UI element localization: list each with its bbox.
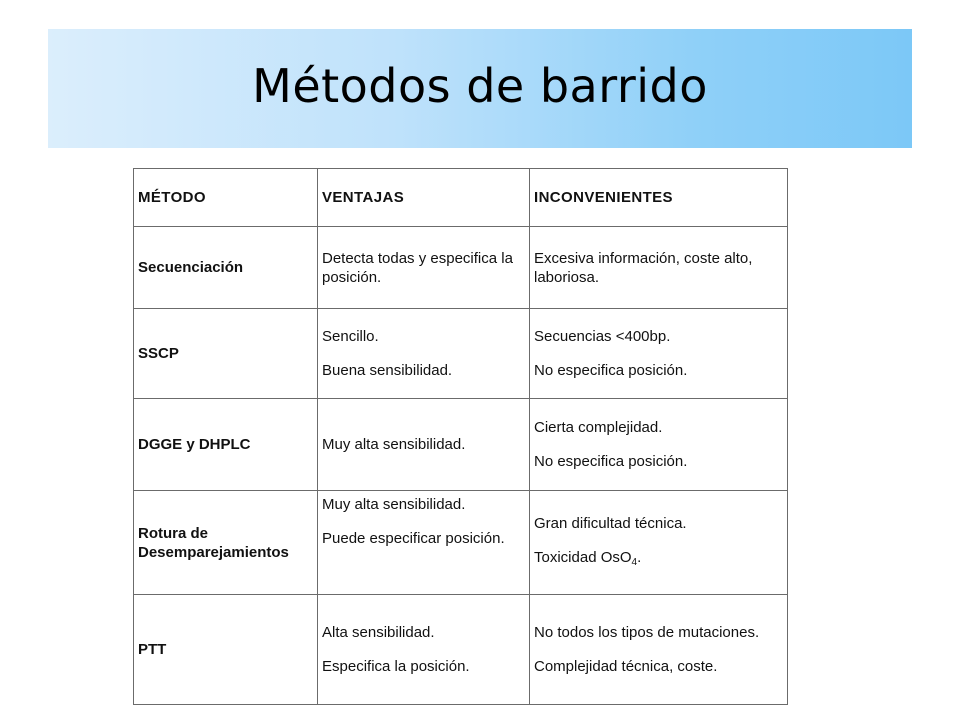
- ventajas-cell: [318, 309, 530, 399]
- inconvenientes-cell: [530, 399, 788, 491]
- inconveniente-item: No especifica posición.: [534, 453, 688, 470]
- table-row: [134, 595, 788, 705]
- inconveniente-item: [534, 548, 783, 572]
- ventaja-item: Puede especificar posición.: [322, 530, 505, 547]
- trailing-period: .: [637, 548, 642, 566]
- table-header-row: [134, 169, 788, 227]
- ventaja-item: Especifica la posición.: [322, 658, 470, 675]
- methods-table: [133, 168, 788, 705]
- ventaja-item: Buena sensibilidad.: [322, 362, 453, 379]
- ventaja-item: Muy alta sensibilidad.: [322, 496, 466, 513]
- subscript-4: 4: [631, 556, 638, 568]
- ventajas-cell: [318, 595, 530, 705]
- ventaja-item: Sencillo.: [322, 328, 379, 345]
- inconveniente-item: Complejidad técnica, coste.: [534, 658, 718, 675]
- table-row: [134, 309, 788, 399]
- inconvenientes-cell: [530, 491, 788, 595]
- header-inconvenientes: INCONVENIENTES: [530, 169, 788, 227]
- inconvenientes-cell: [530, 595, 788, 705]
- table-row: [134, 399, 788, 491]
- ventaja-item: Muy alta sensibilidad.: [322, 436, 466, 453]
- inconveniente-item: No todos los tipos de mutaciones.: [534, 624, 760, 641]
- method-cell: SSCP: [134, 309, 318, 399]
- toxicity-text: Toxicidad OsO: [534, 548, 632, 566]
- inconveniente-item: Excesiva información, coste alto, laboriosa.: [534, 249, 753, 286]
- header-method: MÉTODO: [134, 169, 318, 227]
- inconveniente-item: Secuencias <400bp.: [534, 328, 671, 345]
- inconveniente-item: Cierta complejidad.: [534, 419, 663, 436]
- inconveniente-item: No especifica posición.: [534, 362, 688, 379]
- ventaja-item: Alta sensibilidad.: [322, 624, 435, 641]
- method-cell: DGGE y DHPLC: [134, 399, 318, 491]
- ventajas-cell: [318, 491, 530, 595]
- inconvenientes-cell: [530, 309, 788, 399]
- table-row: [134, 491, 788, 595]
- ventajas-cell: [318, 399, 530, 491]
- method-cell: PTT: [134, 595, 318, 705]
- ventaja-item: Detecta todas y especifica la posición.: [322, 249, 513, 286]
- method-cell: Secuenciación: [134, 227, 318, 309]
- method-cell: Rotura de Desemparejamientos: [134, 491, 318, 595]
- ventajas-cell: [318, 227, 530, 309]
- slide-title: Métodos de barrido: [252, 58, 708, 113]
- inconveniente-item: Gran dificultad técnica.: [534, 514, 687, 532]
- header-ventajas: VENTAJAS: [318, 169, 530, 227]
- inconvenientes-cell: [530, 227, 788, 309]
- table-row: [134, 227, 788, 309]
